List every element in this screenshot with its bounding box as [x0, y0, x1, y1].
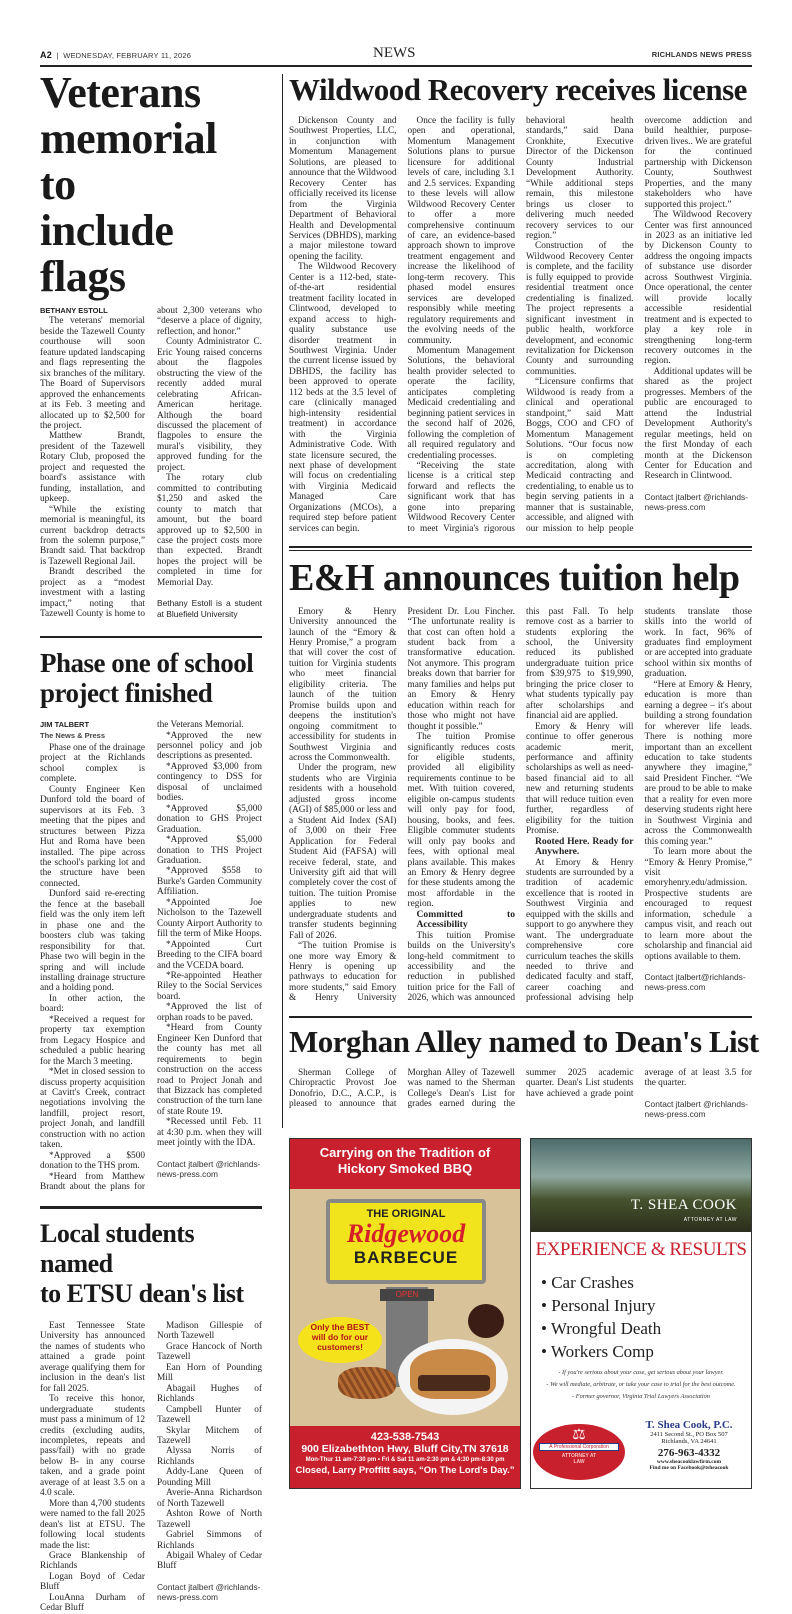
scales-icon: ⚖: [572, 1425, 586, 1443]
section-rule: [289, 546, 752, 548]
paragraph: *Re-appointed Heather Riley to the Social Services board.: [157, 970, 262, 1002]
article-wildwood: [289, 70, 752, 534]
sign-script-text: Ridgewood: [346, 1218, 466, 1248]
paragraph: Once the facility is fully open and operational, Momentum Management Solutions plans to pursue licensure for additional levels of care, including 3.1 and 2.5 services. Expanding to these levels will allow Wildwood Recovery Center to offer a more comprehensive continuum of care, an evidence-based approach shown to improve treatment engagement and increase the likelihood of long-term recovery. This phased model ensures services are developed responsibly while meeting regulatory requirements and the evolving needs of the community.: [407, 116, 515, 346]
sandwich-image: [410, 1349, 496, 1399]
quote: - We will mediate, arbitrate, or take your case to trial for the best outcome.: [546, 1380, 736, 1388]
section-rule: [289, 1016, 752, 1018]
paragraph: The Wildwood Recovery Center is a 112-bed, state-of-the-art residential treatment facility located in Clintwood, developed to expand access to high-quality substance use disorder treatment in Southwest Virginia. Under the current license issued by DBHDS, the facility has been approved to operate 112 beds at the 3.5 level of care (clinically managed high-intensity residential treatment) in accordance with the Virginia Administrative Code. With state licensure secured, the next phase of development will focus on credentialing with Virginia Medicaid Managed Care Organizations (MCOs), a required step before patient services can begin.: [289, 262, 397, 534]
paragraph: “Licensure confirms that Wildwood is ready from a clinical and operational standpoint,” said Matt Boggs, COO and CFO of Momentum Management Solutions. “Our focus now is on completing accreditation, along with Medicaid contracting and credentialing, to enable us to begin serving patients in a manner that is sustainable, accessible, and aligned with our mission to help people overcome addiction and build healthier, purpose-driven lives.. We are grateful for the continued partnership with Dickenson County, Southwest Properties, and the many stakeholders who have supported this project.”: [526, 116, 752, 534]
paragraph: *Approved the new personnel policy and job descriptions as presented.: [157, 730, 262, 762]
ad-footer: [290, 1426, 520, 1488]
service-item: • Wrongful Death: [541, 1318, 662, 1338]
services-list: [541, 1271, 661, 1363]
headline-line: to ETSU dean's list: [40, 1278, 244, 1308]
column-divider: [282, 74, 283, 1128]
headline: [40, 1219, 262, 1309]
paragraph: The tuition Promise significantly reduces costs for eligible students, provided all eligibility requirements continue to be met. With tuition covered, eligible on-campus students will only pay for food, housing, books, and fees. Eligible commuter students will only pay books and fees, with optional meal plans available. This makes an Emory & Henry degree for these students among the most affordable in the region.: [407, 732, 515, 910]
closed-note: Closed, Larry Proffitt says, “On The Lord's Day.”: [295, 1464, 515, 1476]
paragraph: *Approved $558 to Burke's Garden Community Affiliation.: [157, 866, 262, 898]
paragraph: Alyssa Norris of Richlands: [157, 1446, 262, 1467]
address: 900 Elizabethton Hwy, Bluff City,TN 37618: [301, 1442, 509, 1455]
paragraph: Under the program, new students who are Virginia residents with a household adjusted gross income (AGI) of $85,000 or less and a Student Aid Index (SAI) of 3,000 on their Free Application for Federal Student Aid (FAFSA) will receive federal, state, and University gift aid that will completely cover the cost of tuition. The tuition Promise applies to new undergraduate students and transfer students beginning Fall of 2026.: [289, 763, 397, 941]
section-rule: [40, 636, 262, 639]
restaurant-sign: [326, 1199, 486, 1284]
seal-text: A Professional Corporation: [539, 1443, 619, 1451]
article-morghan-alley: [289, 1022, 759, 1120]
fries-image: [338, 1367, 396, 1399]
paragraph: Skylar Mitchem of Tazewell: [157, 1425, 262, 1446]
article-phase-one: [40, 648, 262, 1192]
sign-top-text: THE ORIGINAL: [366, 1207, 446, 1220]
paragraph: Matthew Brandt, president of the Tazewell Rotary Club, proposed the project and requested the board's assistance with funding, installation, and upkeep.: [40, 431, 145, 505]
article-body: [289, 116, 752, 534]
headline-line: include flags: [40, 206, 174, 301]
phone: 423-538-7543: [370, 1430, 440, 1443]
quote: - If you're serious about your case, get serious about your lawyer.: [558, 1368, 724, 1376]
paragraph: *Approved $5,000 donation to GHS Project Graduation.: [157, 803, 262, 835]
ad-headline: Carrying on the Tradition of Hickory Smoked BBQ: [290, 1139, 520, 1189]
paragraph: Dunford said re-erecting the fence at the baseball field was the only item left in phase one and the boosters club was taking responsibility for that. Phase two will begin in the spring and will include installing drainage structure and a holding pond.: [40, 889, 145, 994]
paragraph: *Approved the list of orphan roads to be paved.: [157, 1002, 262, 1023]
headline-line: Local students named: [40, 1218, 195, 1278]
contact-line: Contact jtalbert @richlands-news-press.com: [644, 491, 748, 513]
paragraph: East Tennessee State University has announced the names of students who attained a grade point average qualifying them for inclusion in the dean's list for fall 2025.: [40, 1320, 145, 1394]
paragraph: To learn more about the “Emory & Henry Promise,” visit emoryhenry.edu/admission. Prospective students are encouraged to request information, schedule a campus visit, and reach out to learn more about the scholarship and financial aid options available to them.: [644, 847, 752, 962]
article-body: [289, 607, 752, 1004]
paragraph: Sherman College of Chiropractic Provost Joe Donofrio, D.C., A.C.P., is pleased to announce that Morghan Alley of Tazewell was named to the Sherman College's Dean's List for grades earned during the summer 2025 academic quarter. Dean's List students have achieved a grade point average of at least 3.5 for the quarter.: [289, 1067, 752, 1110]
paragraph: Momentum Management Solutions, the behavioral health provider selected to operate the facility, anticipates completing Medicaid credentialing and beginning patient services in the second half of 2026, following the completion of all required regulatory and credentialing processes.: [407, 345, 515, 461]
paragraph: Abagail Hughes of Richlands: [157, 1383, 262, 1405]
paragraph: Phase one of the drainage project at the Richlands school complex is complete.: [40, 743, 145, 785]
paragraph: In other action, the board:: [40, 993, 145, 1015]
paragraph: *Received a request for property tax exemption from Legacy Hospice and scheduled a public hearing for the March 3 meeting.: [40, 1014, 145, 1067]
byline: JIM TALBERT: [40, 720, 90, 730]
paragraph: Gabriel Simmons of Richlands: [157, 1530, 262, 1551]
headline: [40, 70, 262, 300]
paragraph: County Engineer Ken Dunford told the board of supervisors at its Feb. 3 meeting that the pipes and structures between Pizza Hut and Roma have been installed. The pipe across the school's parking lot and the structure have been connected.: [40, 784, 145, 889]
paragraph: *Met in closed session to discuss property acquisition at Cavitt's Creek, contract negotiations involving the landfill, project resort, project Jonah, and landfill construction with no action taken.: [40, 1067, 145, 1151]
paragraph: “Here at Emory & Henry, education is more than earning a degree – it's about building a strong foundation for wherever life leads. There is nothing more important than an excellent education to take students anywhere they imagine,” said President Fincher. “We are proud to be able to make that a reality for even more deserving students right here in Southwest Virginia and across the Commonwealth this coming year.”: [644, 679, 752, 847]
paragraph: Addy-Lane Queen of Pounding Mill: [157, 1467, 262, 1488]
author-tagline: Bethany Estoll is a student at Bluefield University: [157, 598, 262, 619]
paragraph: “The tuition Promise is one more way Emory & Henry is opening up pathways to education for more students,” said Emory & Henry University President Dr. Lou Fincher. “The unfortunate reality is that cost can often hold a student back from a transformative education. Not anymore. This program breaks down that barrier for many families and helps put an Emory & Henry education within reach for those who might not have thought it possible.”: [289, 606, 515, 1004]
hours: Mon-Thur 11 am-7:30 pm • Fri & Sat 11 am-2:30 pm & 4:30 pm-8:30 pm: [305, 1456, 505, 1463]
headline: Morghan Alley named to Dean's List: [289, 1023, 759, 1059]
paragraph: The veterans' memorial beside the Tazewell County courthouse will soon feature updated landscaping and flags representing the six branches of the military. The Board of Supervisors approved the enhancements at its Feb. 3 meeting and allocated up to $2,500 for the project.: [40, 316, 145, 431]
ads-row: [289, 1138, 752, 1489]
paragraph: To receive this honor, undergraduate students must pass a minimum of 12 credits (excluding audits, incompletes, repeats and pass/fail) with no grade below B- in any course taken, and a grade point average of at least 3.5 on a 4.0 scale.: [40, 1394, 145, 1499]
paragraph: At Emory & Henry students are surrounded by a tradition of academic excellence that is rooted in Southwest Virginia and equipped with the skills and support to go anywhere they want. The undergraduate comprehensive core curriculum teaches the skills needed to thrive and dedicated faculty and staff, career coaching and professional advising help students translate those skills into the world of work. In fact, 96% of graduates find employment or are accepted into graduate school within six months of graduation.: [526, 606, 752, 1004]
promo-burst: Only the BEST will do for our customers!: [298, 1317, 382, 1363]
paragraph: More than 4,700 students were named to the fall 2025 dean's list at ETSU. The following local students made the list:: [40, 1498, 145, 1551]
paragraph: This tuition Promise builds on the University's long-held commitment to accessibility and the reduction in published tuition price for the Fall of 2026, which was announced this past Fall. To help remove cost as a barrier to students exploring the school, the University reduced its published undergraduate tuition price from $39,975 to $19,990, bringing the price closer to what students typically pay after scholarships and financial aid are applied.: [407, 606, 634, 1004]
banner-photo: [531, 1139, 751, 1232]
section-name: NEWS: [373, 45, 416, 61]
service-item: • Car Crashes: [541, 1272, 634, 1292]
paragraph: *Approved $5,000 donation to THS Project Graduation.: [157, 835, 262, 866]
headline-line: project finished: [40, 678, 213, 709]
paragraph: *Recessed until Feb. 11 at 4:30 p.m. when they will meet jointly with the IDA.: [157, 1117, 262, 1149]
paragraph: *Heard from Matthew Brandt about the plans for the Veterans Memorial.: [40, 720, 244, 1193]
paragraph: “While the existing memorial is meaningful, its current backdrop detracts from the solemn purpose,” Brandt said. That backdrop is Tazewell Regional Jail.: [40, 504, 145, 567]
paragraph: *Approved a $500 donation to the THS prom.: [40, 1150, 145, 1172]
ad-headline: EXPERIENCE & RESULTS: [535, 1238, 747, 1260]
paragraph: *Approved $3,000 from contingency to DSS for disposal of unclaimed bodies.: [157, 761, 262, 804]
paragraph: The rotary club committed to contributing $1,250 and asked the county to match that amount, but the board approved up to $2,500 in case the project costs more than expected. Brandt hopes the project will be completed in time for Memorial Day.: [157, 473, 262, 588]
paragraph: Abigail Whaley of Cedar Bluff: [157, 1550, 262, 1572]
beans-pot-image: [468, 1304, 504, 1338]
paragraph: Logan Boyd of Cedar Bluff: [40, 1571, 145, 1593]
paragraph: LouAnna Durham of Cedar Bluff: [40, 1592, 145, 1614]
headline: E&H announces tuition help: [289, 556, 740, 599]
service-item: • Workers Comp: [541, 1341, 654, 1361]
facebook-link[interactable]: Find me on Facebook@tsheacook: [649, 1464, 729, 1471]
seal-text: ATTORNEY AT LAW: [561, 1452, 597, 1465]
subheading: Committed to Accessibility: [416, 908, 515, 931]
paragraph: *Heard from County Engineer Ken Dunford that the county has met all requirements to begin construction on the access road to Project Jonah and that Bizzack has completed construction of the turn lane of state Route 19.: [157, 1023, 262, 1117]
page-number: A2: [40, 50, 52, 60]
banner-subtitle: ATTORNEY AT LAW: [683, 1216, 737, 1223]
paragraph: Grace Hancock of North Tazewell: [157, 1341, 262, 1363]
banner-name: T. SHEA COOK: [630, 1196, 737, 1213]
section-rule: [289, 550, 752, 551]
paragraph: Emory & Henry University announced the launch of the “Emory & Henry Promise,” a program that will cover the cost of tuition for Virginia students who meet financial eligibility criteria. The launch of the tuition Promise builds upon and deepens the institution's ongoing commitment to accessibility for students in Southwest Virginia and across the Commonwealth.: [289, 606, 397, 763]
sign-bottom-text: BARBECUE: [353, 1247, 459, 1267]
firm-name: T. Shea Cook, P.C.: [645, 1418, 733, 1431]
paragraph: Averie-Anna Richardson of North Tazewell: [157, 1488, 262, 1509]
address-line: 2411 Second St., PO Box 507: [650, 1430, 728, 1438]
article-emory-henry: [289, 555, 752, 1004]
contact-line: Contact jtalbert@richlands-news-press.com: [644, 972, 746, 993]
paragraph: Grace Blankenship of Richlands: [40, 1550, 145, 1572]
paragraph: Campbell Hunter of Tazewell: [157, 1404, 262, 1426]
paragraph: Dickenson County and Southwest Properties, LLC, in conjunction with Momentum Management Solutions, are pleased to announce that the Wildwood Recovery Center has officially received its license from the Virginia Department of Behavioral Health and Developmental Services (DBHDS), marking a major milestone toward opening the facility.: [289, 116, 397, 262]
headline-line: Veterans: [40, 68, 201, 117]
article-etsu: [40, 1219, 262, 1614]
paragraph: Brandt described the project as a “modest investment with a lasting impact,” noting that Tazewell County is home to about 2,300 veterans who “deserve a place of dignity, reflection, and honor.”: [40, 306, 262, 620]
headline-line: memorial to: [40, 114, 217, 209]
pulled-pork-image: [418, 1375, 490, 1391]
paper-name: RICHLANDS NEWS PRESS: [651, 50, 752, 59]
headline: Wildwood Recovery receives license: [289, 72, 747, 107]
subheading: Rooted Here. Ready for Anywhere.: [535, 835, 634, 858]
paragraph: Madison Gillespie of North Tazewell: [157, 1320, 262, 1342]
article-body: [40, 1321, 262, 1614]
paragraph: “Receiving the state license is a critical step forward and reflects the significant work that has gone into preparing Wildwood Recovery Center to meet Virginia's rigorous behavioral health standards,” said Dana Cronkhite, Executive Director of the Dickenson County Industrial Development Authority. “While additional steps remain, this milestone brings us closer to delivering much needed recovery services to our region.”: [407, 116, 634, 534]
paragraph: County Administrator C. Eric Young raised concerns about the flagpoles obstructing the view of the recently added mural celebrating African-American heritage. Although the board discussed the placement of flagpoles to ensure the mural's visibility, they approved funding for the project.: [157, 337, 262, 473]
contact-line: Contact jtalbert @richlands-news-press.com: [157, 1158, 261, 1180]
paragraph: Ashton Rowe of North Tazewell: [157, 1509, 262, 1530]
byline: BETHANY ESTOLL: [40, 306, 108, 315]
paragraph: The Wildwood Recovery Center was first announced in 2023 as an initiative led by Dickenson County to address the ongoing impacts of substance use disorder across Southwest Virginia. Once operational, the center will provide locally accessible residential treatment and is expected to play a key role in strengthening long-term recovery outcomes in the region.: [644, 210, 752, 367]
contact-line: Contact jtalbert @richlands-news-press.com: [157, 1581, 261, 1603]
contact-line: Contact jtalbert @richlands-news-press.com: [644, 1098, 748, 1120]
issue-date: WEDNESDAY, FEBRUARY 11, 2026: [63, 51, 192, 60]
section-rule: [40, 1206, 262, 1209]
article-body: [40, 720, 262, 1192]
ad-t-shea-cook[interactable]: [530, 1138, 752, 1489]
quote: - Former governor, Virginia Trial Lawyers Association: [572, 1392, 710, 1400]
professional-corporation-seal: [533, 1424, 625, 1480]
testimonials: [533, 1367, 749, 1403]
article-veterans: [40, 70, 262, 620]
paragraph: Additional updates will be shared as the project progresses. Members of the public are encouraged to attend the Industrial Development Authority's regular meetings, held on the first Monday of each month at the Dickenson Center for Education and Research in Clintwood.: [644, 366, 752, 482]
article-body: [40, 306, 262, 620]
open-sign: OPEN: [380, 1289, 434, 1301]
headline: [40, 648, 262, 708]
left-column: [40, 70, 262, 1614]
header-rule: [40, 65, 752, 67]
website-link[interactable]: www.sheacooklawfirm.com: [656, 1458, 722, 1465]
paragraph: *Appointed Curt Breeding to the CIFA board and the VCEDA board.: [157, 939, 262, 971]
ad-ridgewood-barbecue[interactable]: [289, 1138, 521, 1489]
article-body: [289, 1068, 752, 1120]
paragraph: *Appointed Joe Nicholson to the Tazewell County Airport Authority to fill the term of Mike Hoops.: [157, 897, 262, 940]
firm-info: [629, 1419, 749, 1471]
paragraph: Construction of the Wildwood Recovery Center is complete, and the facility is fully equipped to provide residential treatment once credentialing is finalized. The project represents a significant investment in public health, workforce development, and economic revitalization for Dickenson County and surrounding communities.: [526, 241, 634, 377]
page-folio: A2 | WEDNESDAY, FEBRUARY 11, 2026: [40, 50, 192, 60]
paragraph: Emory & Henry will continue to offer generous academic merit, performance and affinity scholarships as well as need-based financial aid to all new and returning students that will reduce tuition even further, regardless of eligibility for the tuition Promise.: [526, 721, 634, 837]
right-column: [289, 70, 759, 1489]
service-item: • Personal Injury: [541, 1295, 656, 1315]
byline-org: The News & Press: [40, 730, 106, 740]
phone: 276-963-4332: [657, 1446, 721, 1459]
paragraph: Ean Horn of Pounding Mill: [157, 1362, 262, 1384]
address-line: Richlands, VA 24641: [661, 1437, 717, 1445]
headline-line: Phase one of school: [40, 648, 254, 679]
